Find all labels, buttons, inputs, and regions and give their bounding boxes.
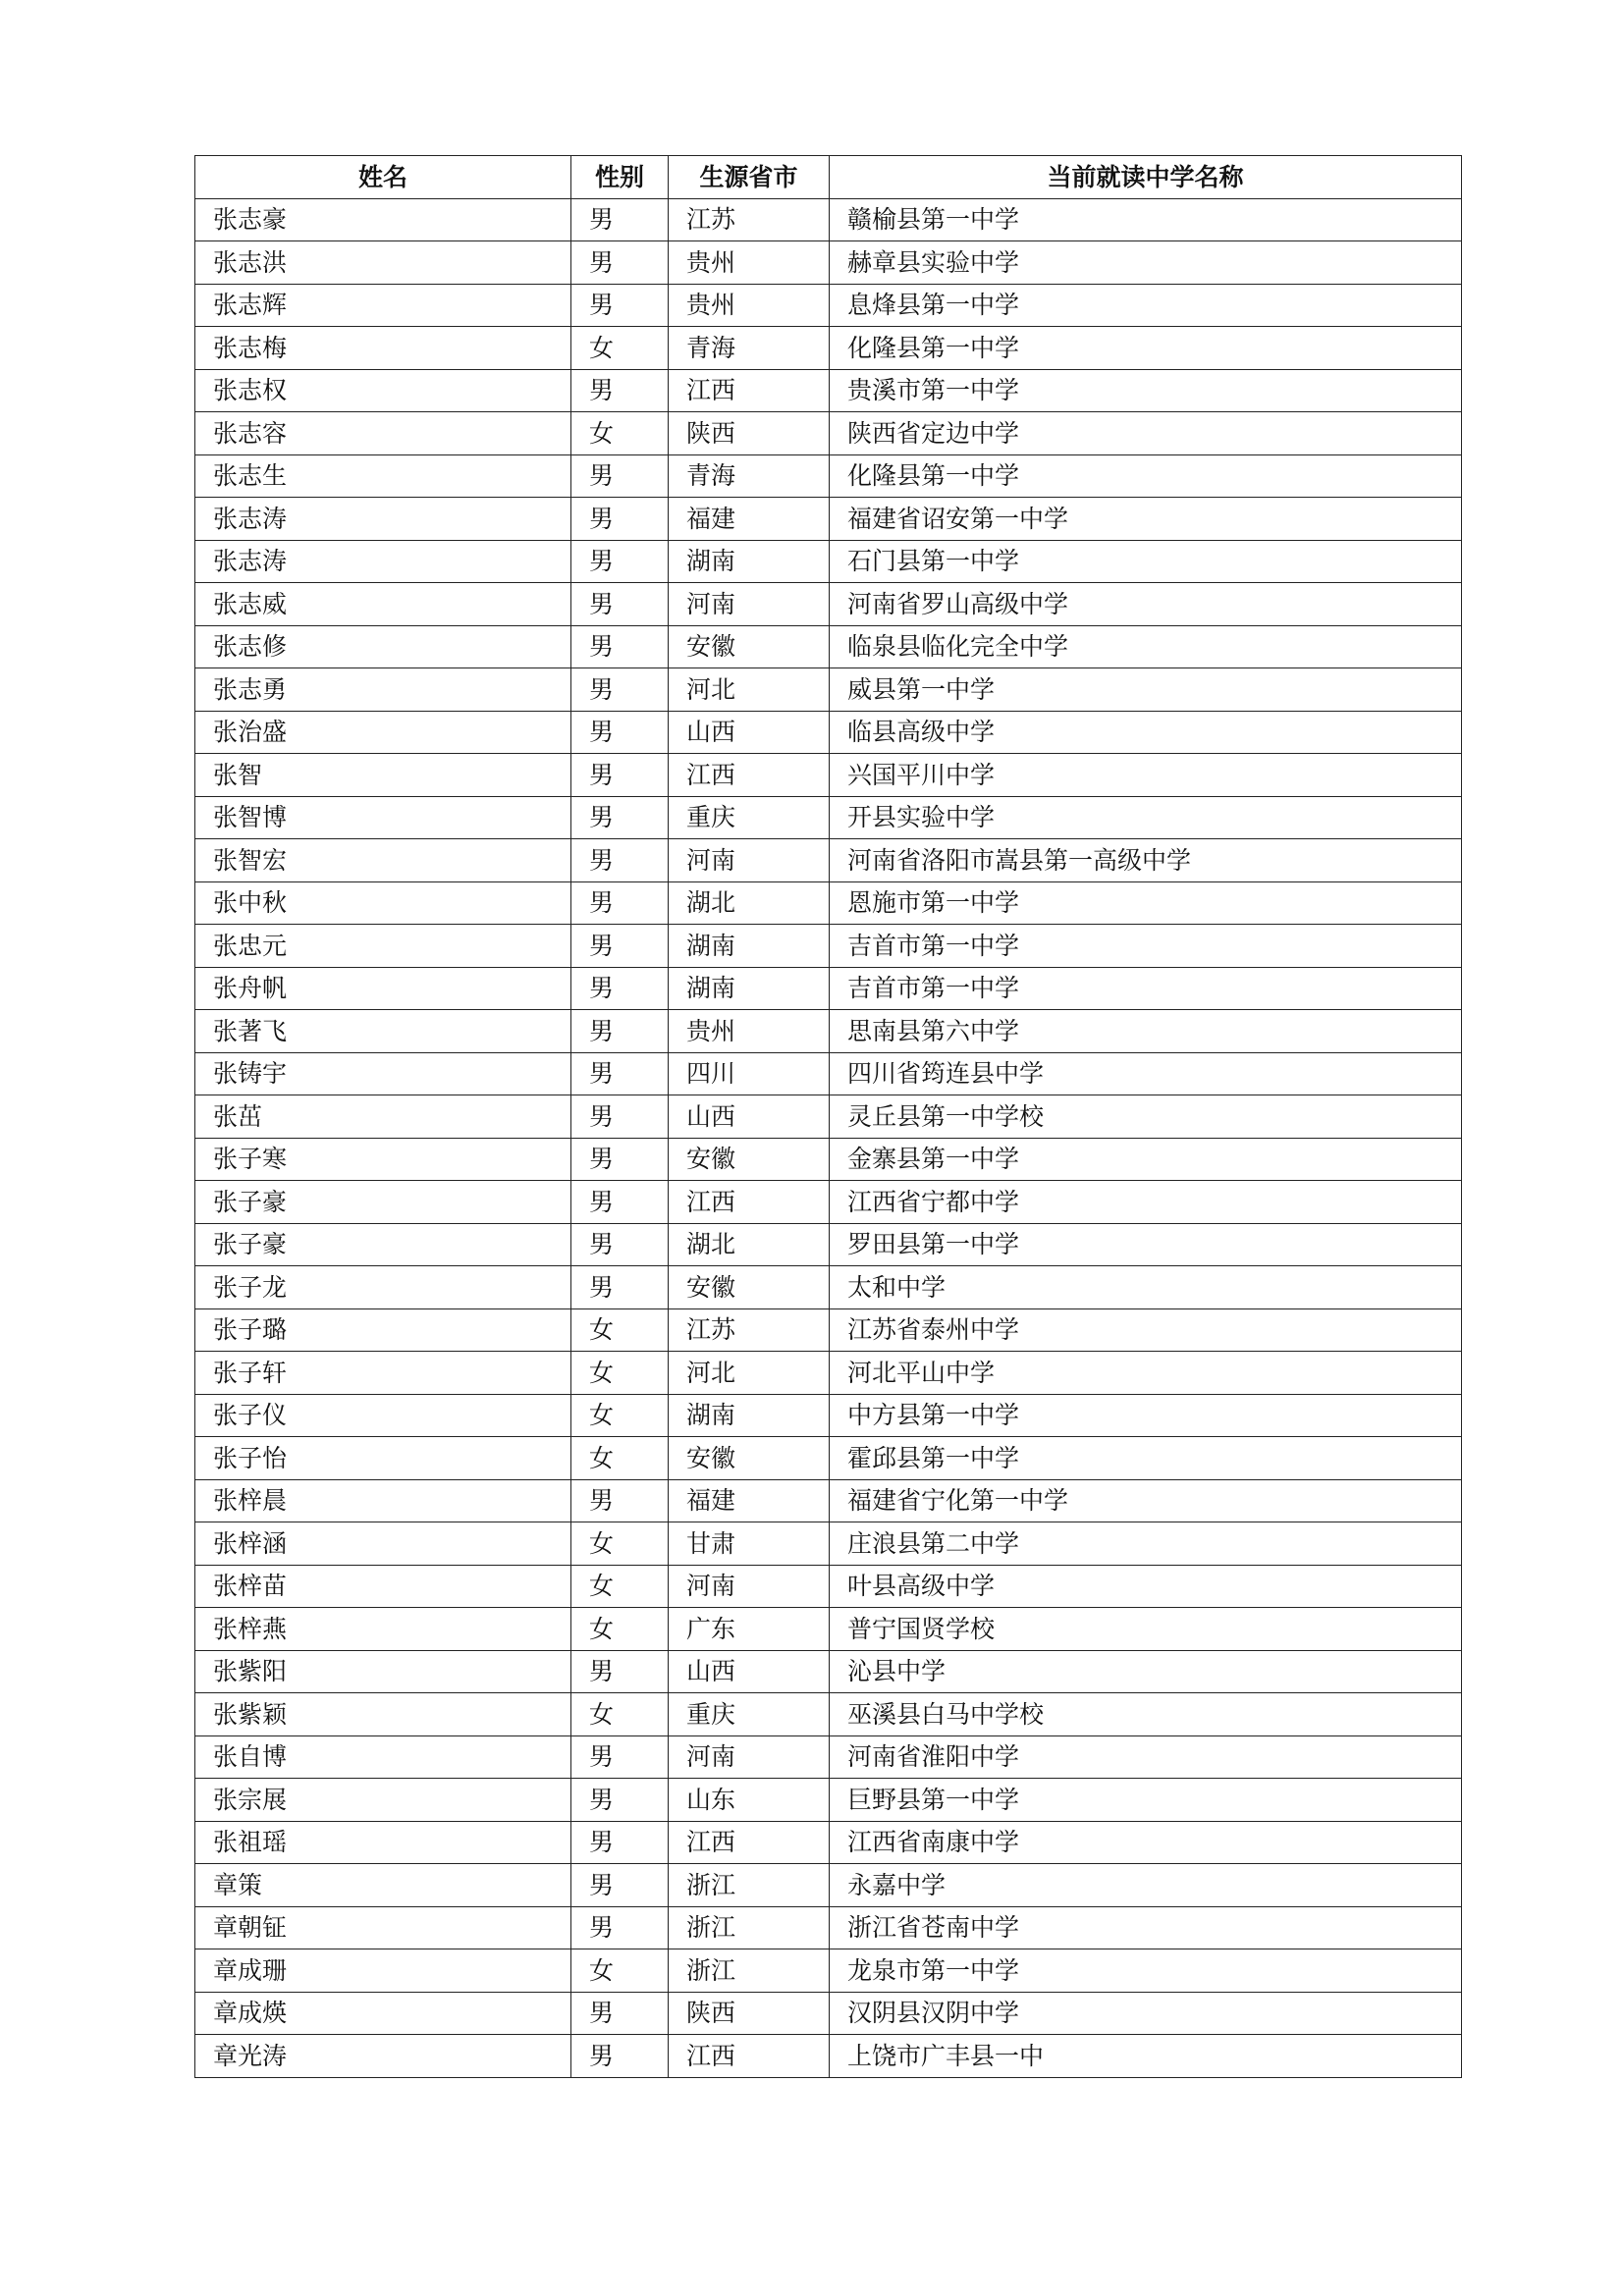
gender-cell: 女 [571,1565,669,1608]
name-cell: 张梓燕 [195,1608,571,1651]
school-cell: 吉首市第一中学 [830,967,1462,1010]
gender-cell: 女 [571,1949,669,1993]
gender-cell: 男 [571,1479,669,1522]
province-cell: 浙江 [669,1906,830,1949]
name-cell: 张智宏 [195,839,571,882]
province-cell: 安徽 [669,625,830,668]
school-cell: 赫章县实验中学 [830,241,1462,285]
school-cell: 金寨县第一中学 [830,1138,1462,1181]
school-cell: 灵丘县第一中学校 [830,1095,1462,1139]
province-cell: 江西 [669,369,830,412]
province-cell: 山西 [669,711,830,754]
school-cell: 浙江省苍南中学 [830,1906,1462,1949]
gender-cell: 男 [571,1906,669,1949]
table-row [195,625,1462,668]
school-cell: 龙泉市第一中学 [830,1949,1462,1993]
province-cell: 河北 [669,668,830,712]
name-cell: 张志涛 [195,540,571,583]
school-cell: 巫溪县白马中学校 [830,1693,1462,1736]
name-cell: 张子轩 [195,1352,571,1395]
gender-cell: 女 [571,1693,669,1736]
province-cell: 江西 [669,1181,830,1224]
province-cell: 安徽 [669,1437,830,1480]
school-cell: 兴国平川中学 [830,754,1462,797]
table-row [195,412,1462,455]
table-row [195,881,1462,925]
name-cell: 张志梅 [195,327,571,370]
table-row [195,454,1462,498]
gender-cell: 男 [571,668,669,712]
province-cell: 青海 [669,327,830,370]
province-cell: 陕西 [669,1992,830,2035]
table-row [195,284,1462,327]
name-cell: 张志辉 [195,284,571,327]
gender-cell: 男 [571,625,669,668]
gender-cell: 女 [571,1352,669,1395]
province-cell: 山东 [669,1779,830,1822]
gender-cell: 男 [571,1779,669,1822]
school-cell: 罗田县第一中学 [830,1223,1462,1266]
table-row [195,925,1462,968]
gender-cell: 男 [571,796,669,839]
gender-cell: 男 [571,1138,669,1181]
name-cell: 张忠元 [195,925,571,968]
table-row [195,1779,1462,1822]
table-row [195,1565,1462,1608]
name-cell: 张志豪 [195,198,571,241]
gender-cell: 男 [571,241,669,285]
name-cell: 张著飞 [195,1010,571,1053]
school-cell: 息烽县第一中学 [830,284,1462,327]
name-cell: 张紫颖 [195,1693,571,1736]
school-cell: 贵溪市第一中学 [830,369,1462,412]
province-cell: 贵州 [669,284,830,327]
table-row [195,1735,1462,1779]
name-cell: 张志威 [195,583,571,626]
province-cell: 四川 [669,1052,830,1095]
table-row [195,1223,1462,1266]
table-row [195,1949,1462,1993]
name-cell: 张梓苗 [195,1565,571,1608]
school-cell: 吉首市第一中学 [830,925,1462,968]
school-cell: 开县实验中学 [830,796,1462,839]
gender-cell: 男 [571,925,669,968]
school-cell: 江西省南康中学 [830,1821,1462,1864]
table-row [195,839,1462,882]
school-cell: 霍邱县第一中学 [830,1437,1462,1480]
name-cell: 张茁 [195,1095,571,1139]
table-row [195,1992,1462,2035]
table-row [195,2035,1462,2078]
province-cell: 贵州 [669,241,830,285]
school-cell: 江苏省泰州中学 [830,1308,1462,1352]
school-cell: 河北平山中学 [830,1352,1462,1395]
province-cell: 河南 [669,583,830,626]
province-cell: 湖南 [669,540,830,583]
name-cell: 章朝钲 [195,1906,571,1949]
name-cell: 张子豪 [195,1181,571,1224]
header-province: 生源省市 [669,156,830,199]
gender-cell: 女 [571,412,669,455]
school-cell: 叶县高级中学 [830,1565,1462,1608]
table-row [195,668,1462,712]
province-cell: 山西 [669,1650,830,1693]
table-row [195,327,1462,370]
school-cell: 永嘉中学 [830,1864,1462,1907]
table-row [195,711,1462,754]
school-cell: 福建省诏安第一中学 [830,498,1462,541]
province-cell: 湖北 [669,1223,830,1266]
gender-cell: 女 [571,1308,669,1352]
table-row [195,1650,1462,1693]
school-cell: 巨野县第一中学 [830,1779,1462,1822]
school-cell: 陕西省定边中学 [830,412,1462,455]
gender-cell: 男 [571,498,669,541]
table-row [195,1095,1462,1139]
table-header-row [195,156,1462,199]
province-cell: 山西 [669,1095,830,1139]
name-cell: 张宗展 [195,1779,571,1822]
gender-cell: 男 [571,1095,669,1139]
province-cell: 青海 [669,454,830,498]
name-cell: 张子璐 [195,1308,571,1352]
school-cell: 临泉县临化完全中学 [830,625,1462,668]
gender-cell: 男 [571,1650,669,1693]
table-row [195,369,1462,412]
gender-cell: 男 [571,711,669,754]
province-cell: 浙江 [669,1949,830,1993]
name-cell: 张志权 [195,369,571,412]
school-cell: 河南省淮阳中学 [830,1735,1462,1779]
school-cell: 沁县中学 [830,1650,1462,1693]
school-cell: 威县第一中学 [830,668,1462,712]
school-cell: 庄浪县第二中学 [830,1522,1462,1566]
province-cell: 安徽 [669,1138,830,1181]
name-cell: 张子怡 [195,1437,571,1480]
gender-cell: 男 [571,967,669,1010]
name-cell: 张志容 [195,412,571,455]
gender-cell: 男 [571,454,669,498]
gender-cell: 男 [571,2035,669,2078]
school-cell: 汉阴县汉阴中学 [830,1992,1462,2035]
name-cell: 张志洪 [195,241,571,285]
table-row [195,796,1462,839]
name-cell: 张子仪 [195,1394,571,1437]
gender-cell: 男 [571,1992,669,2035]
province-cell: 安徽 [669,1266,830,1309]
school-cell: 太和中学 [830,1266,1462,1309]
name-cell: 张舟帆 [195,967,571,1010]
table-row [195,1052,1462,1095]
name-cell: 张梓涵 [195,1522,571,1566]
name-cell: 张志涛 [195,498,571,541]
gender-cell: 男 [571,754,669,797]
province-cell: 河南 [669,1565,830,1608]
table-row [195,1266,1462,1309]
name-cell: 张自博 [195,1735,571,1779]
gender-cell: 男 [571,839,669,882]
table-row [195,498,1462,541]
table-body [195,198,1462,2077]
province-cell: 浙江 [669,1864,830,1907]
table-row [195,1138,1462,1181]
school-cell: 福建省宁化第一中学 [830,1479,1462,1522]
province-cell: 江西 [669,2035,830,2078]
province-cell: 福建 [669,498,830,541]
gender-cell: 男 [571,369,669,412]
province-cell: 湖南 [669,967,830,1010]
gender-cell: 男 [571,284,669,327]
school-cell: 临县高级中学 [830,711,1462,754]
table-row [195,583,1462,626]
school-cell: 河南省罗山高级中学 [830,583,1462,626]
name-cell: 张铸宇 [195,1052,571,1095]
province-cell: 重庆 [669,796,830,839]
gender-cell: 男 [571,1735,669,1779]
gender-cell: 男 [571,198,669,241]
province-cell: 河北 [669,1352,830,1395]
province-cell: 陕西 [669,412,830,455]
name-cell: 张子寒 [195,1138,571,1181]
province-cell: 湖南 [669,925,830,968]
school-cell: 石门县第一中学 [830,540,1462,583]
province-cell: 湖北 [669,881,830,925]
table-row [195,1522,1462,1566]
header-school: 当前就读中学名称 [830,156,1462,199]
name-cell: 张智 [195,754,571,797]
table-row [195,1394,1462,1437]
name-cell: 张智博 [195,796,571,839]
name-cell: 章成煐 [195,1992,571,2035]
table-row [195,241,1462,285]
table-row [195,1906,1462,1949]
gender-cell: 女 [571,1608,669,1651]
name-cell: 章光涛 [195,2035,571,2078]
gender-cell: 男 [571,1821,669,1864]
school-cell: 普宁国贤学校 [830,1608,1462,1651]
province-cell: 湖南 [669,1394,830,1437]
province-cell: 福建 [669,1479,830,1522]
name-cell: 张中秋 [195,881,571,925]
gender-cell: 男 [571,1864,669,1907]
province-cell: 河南 [669,839,830,882]
name-cell: 张治盛 [195,711,571,754]
table-row [195,1437,1462,1480]
name-cell: 张志修 [195,625,571,668]
gender-cell: 女 [571,1394,669,1437]
header-name: 姓名 [195,156,571,199]
name-cell: 章策 [195,1864,571,1907]
table-row [195,754,1462,797]
table-row [195,1479,1462,1522]
table-row [195,1352,1462,1395]
table-row [195,540,1462,583]
gender-cell: 女 [571,327,669,370]
gender-cell: 男 [571,583,669,626]
table-row [195,1308,1462,1352]
gender-cell: 男 [571,1052,669,1095]
school-cell: 河南省洛阳市嵩县第一高级中学 [830,839,1462,882]
province-cell: 广东 [669,1608,830,1651]
name-cell: 章成珊 [195,1949,571,1993]
province-cell: 江苏 [669,198,830,241]
school-cell: 上饶市广丰县一中 [830,2035,1462,2078]
gender-cell: 女 [571,1522,669,1566]
province-cell: 江苏 [669,1308,830,1352]
province-cell: 河南 [669,1735,830,1779]
table-row [195,1608,1462,1651]
name-cell: 张志勇 [195,668,571,712]
student-roster-table [194,155,1462,2078]
gender-cell: 男 [571,540,669,583]
table-row [195,1864,1462,1907]
gender-cell: 男 [571,1010,669,1053]
header-gender: 性别 [571,156,669,199]
gender-cell: 男 [571,1181,669,1224]
province-cell: 甘肃 [669,1522,830,1566]
province-cell: 重庆 [669,1693,830,1736]
table-row [195,198,1462,241]
school-cell: 化隆县第一中学 [830,327,1462,370]
province-cell: 江西 [669,1821,830,1864]
name-cell: 张子豪 [195,1223,571,1266]
table-row [195,967,1462,1010]
name-cell: 张梓晨 [195,1479,571,1522]
name-cell: 张紫阳 [195,1650,571,1693]
school-cell: 四川省筠连县中学 [830,1052,1462,1095]
table-row [195,1821,1462,1864]
name-cell: 张子龙 [195,1266,571,1309]
table-row [195,1693,1462,1736]
gender-cell: 女 [571,1437,669,1480]
school-cell: 中方县第一中学 [830,1394,1462,1437]
table-row [195,1181,1462,1224]
school-cell: 江西省宁都中学 [830,1181,1462,1224]
gender-cell: 男 [571,1266,669,1309]
gender-cell: 男 [571,1223,669,1266]
name-cell: 张祖瑶 [195,1821,571,1864]
school-cell: 赣榆县第一中学 [830,198,1462,241]
gender-cell: 男 [571,881,669,925]
province-cell: 江西 [669,754,830,797]
province-cell: 贵州 [669,1010,830,1053]
school-cell: 恩施市第一中学 [830,881,1462,925]
school-cell: 化隆县第一中学 [830,454,1462,498]
table-row [195,1010,1462,1053]
name-cell: 张志生 [195,454,571,498]
school-cell: 思南县第六中学 [830,1010,1462,1053]
